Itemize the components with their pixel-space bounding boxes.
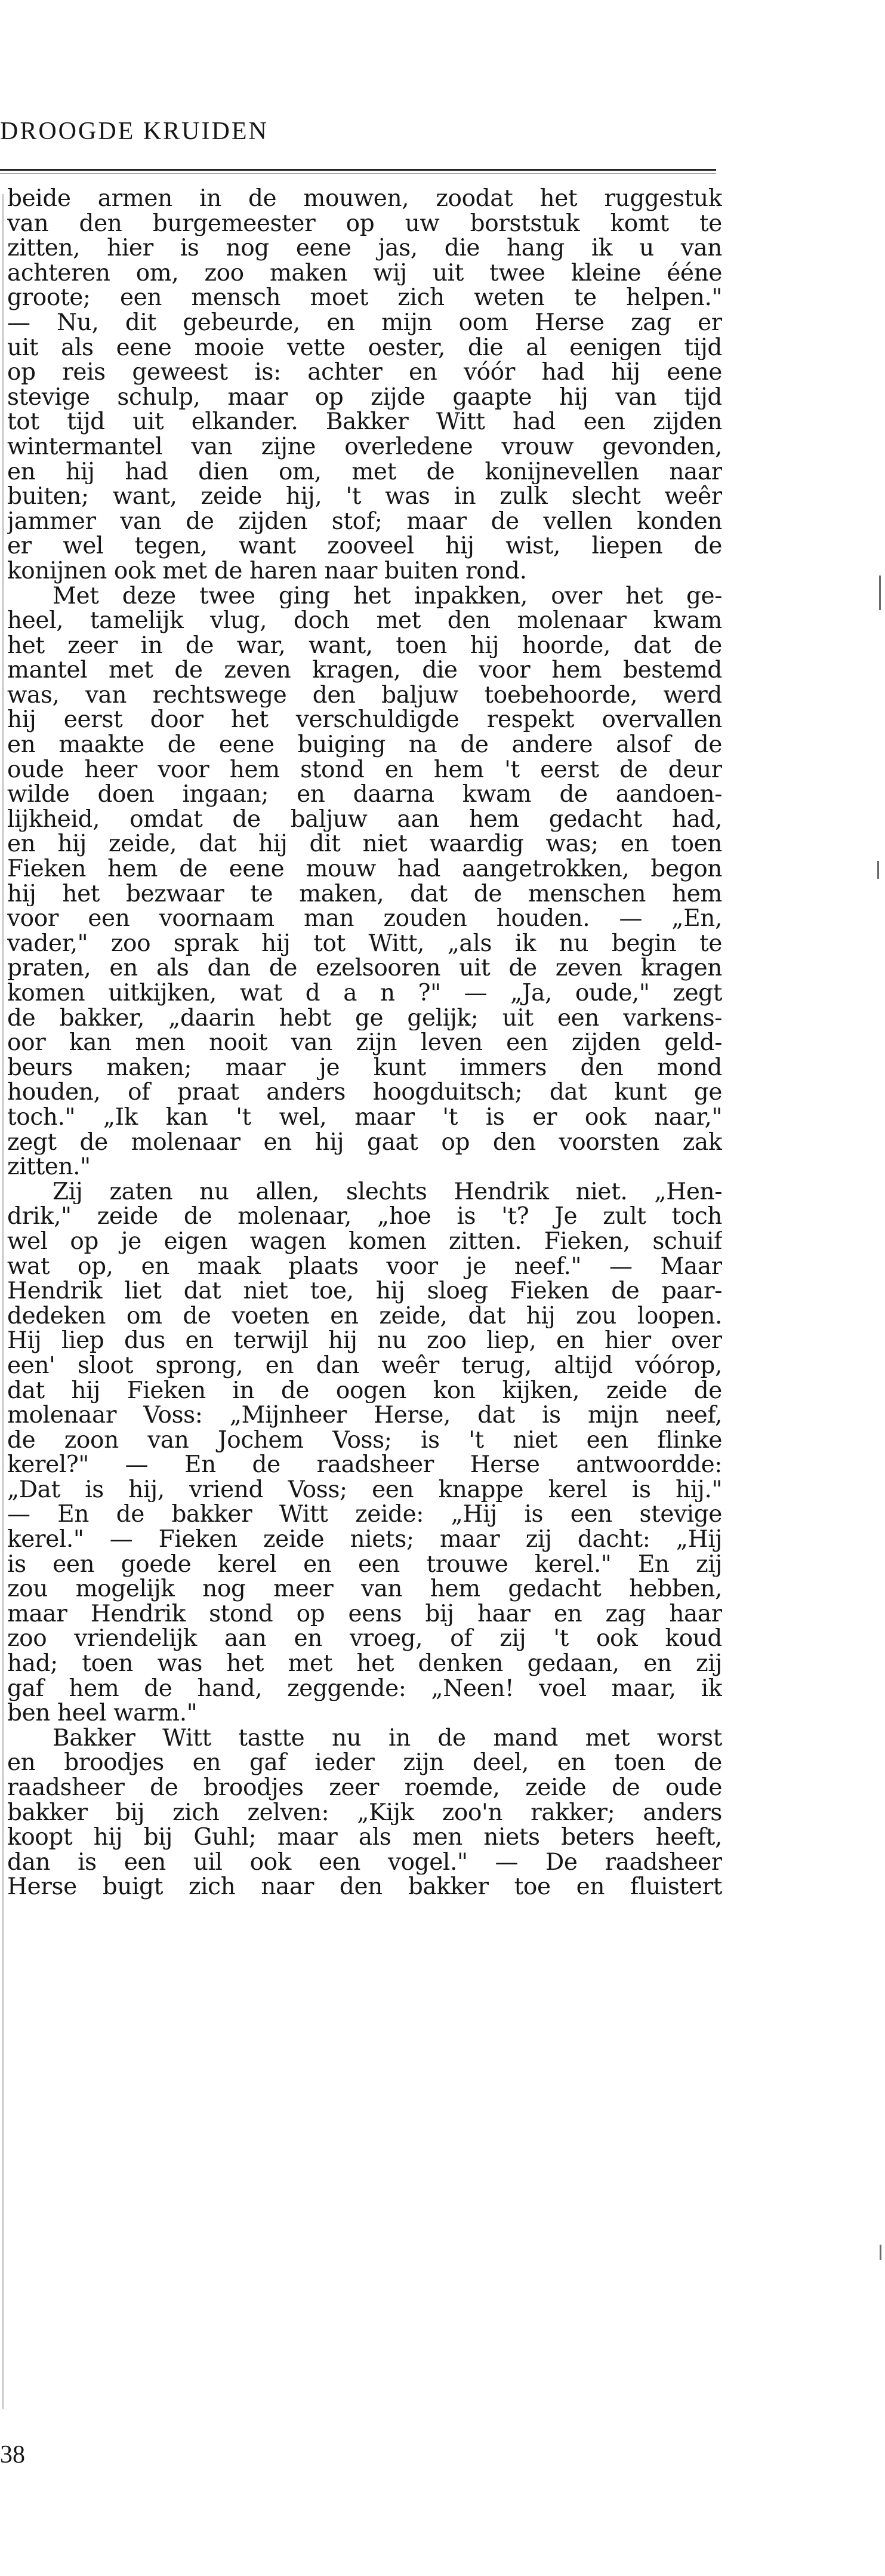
text-line: was, van rechtswege den baljuw toebehoorde, werd bbox=[7, 682, 722, 708]
text-line: dan is een uil ook een vogel." — De raadsheer bbox=[7, 1849, 722, 1875]
text-line: zoo vriendelijk aan en vroeg, of zij 't ook koud bbox=[7, 1626, 722, 1652]
text-line: beurs maken; maar je kunt immers den mond bbox=[7, 1055, 722, 1081]
text-line: beide armen in de mouwen, zoodat het ruggestuk bbox=[7, 186, 722, 211]
text-line: een' sloot sprong, en dan weêr terug, altijd vóórop, bbox=[7, 1353, 722, 1378]
header-rule-shadow bbox=[0, 173, 716, 174]
text-line: de bakker, „daarin hebt ge gelijk; uit een varkens- bbox=[7, 1005, 722, 1031]
text-line: en maakte de eene buiging na de andere alsof de bbox=[7, 733, 722, 758]
text-line: oude heer voor hem stond en hem 't eerst de deur bbox=[7, 757, 722, 783]
text-line: de zoon van Jochem Voss; is 't niet een flinke bbox=[7, 1427, 722, 1453]
body-text bbox=[7, 186, 722, 1900]
text-line: zitten, hier is nog eene jas, die hang ik u van bbox=[7, 236, 722, 261]
text-line: zegt de molenaar en hij gaat op den voorsten zak bbox=[7, 1129, 722, 1155]
text-line: Hij liep dus en terwijl hij nu zoo liep, en hier over bbox=[7, 1328, 722, 1353]
text-line: vader," zoo sprak hij tot Witt, „als ik nu begin te bbox=[7, 931, 722, 956]
text-line: kerel?" — En de raadsheer Herse antwoordde: bbox=[7, 1452, 722, 1478]
text-line: het zeer in de war, want, toen hij hoorde, dat de bbox=[7, 633, 722, 658]
text-line: er wel tegen, want zooveel hij wist, liepen de bbox=[7, 534, 722, 559]
text-line: mantel met de zeven kragen, die voor hem bestemd bbox=[7, 658, 722, 683]
text-line: molenaar Voss: „Mijnheer Herse, dat is mijn neef, bbox=[7, 1403, 722, 1428]
running-head: DROOGDE KRUIDEN bbox=[0, 118, 269, 145]
text-line: Bakker Witt tastte nu in de mand met worst bbox=[53, 1725, 722, 1751]
scan-speck bbox=[879, 575, 881, 610]
text-line: „Dat is hij, vriend Voss; een knappe kerel is hij." bbox=[7, 1477, 722, 1503]
text-line: Hendrik liet dat niet toe, hij sloeg Fieken de paar- bbox=[7, 1279, 722, 1304]
text-line: is een goede kerel en een trouwe kerel." En zij bbox=[7, 1552, 722, 1577]
scan-speck bbox=[877, 861, 879, 879]
text-line: van den burgemeester op uw borststuk komt te bbox=[7, 211, 722, 236]
text-line: kerel." — Fieken zeide niets; maar zij dacht: „Hij bbox=[7, 1527, 722, 1552]
text-line: komen uitkijken, wat d a n ?" — „Ja, oude," zegt bbox=[7, 981, 722, 1006]
text-line: gaf hem de hand, zeggende: „Neen! voel maar, ik bbox=[7, 1676, 722, 1701]
text-line: zitten." bbox=[7, 1155, 91, 1180]
text-line: toch." „Ik kan 't wel, maar 't is er ook naar," bbox=[7, 1104, 722, 1130]
text-line: voor een voornaam man zouden houden. — „En, bbox=[7, 906, 722, 931]
text-line: buiten; want, zeide hij, 't was in zulk slecht weêr bbox=[7, 484, 722, 509]
text-line: wintermantel van zijne overledene vrouw gevonden, bbox=[7, 434, 722, 460]
text-line: stevige schulp, maar op zijde gaapte hij van tijd bbox=[7, 384, 722, 410]
text-line: maar Hendrik stond op eens bij haar en zag haar bbox=[7, 1601, 722, 1627]
text-line: en broodjes en gaf ieder zijn deel, en toen de bbox=[7, 1750, 722, 1775]
text-line: achteren om, zoo maken wij uit twee kleine ééne bbox=[7, 260, 722, 286]
text-line: drik," zeide de molenaar, „hoe is 't? Je zult toch bbox=[7, 1204, 722, 1229]
text-line: dat hij Fieken in de oogen kon kijken, zeide de bbox=[7, 1378, 722, 1404]
text-line: en hij zeide, dat hij dit niet waardig was; en toen bbox=[7, 832, 722, 857]
scan-margin-shadow bbox=[2, 194, 4, 2409]
text-line: had; toen was het met het denken gedaan, en zij bbox=[7, 1651, 722, 1676]
text-line: lijkheid, omdat de baljuw aan hem gedacht had, bbox=[7, 807, 722, 832]
text-line: koopt hij bij Guhl; maar als men niets beters heeft, bbox=[7, 1825, 722, 1850]
text-line: hij het bezwaar te maken, dat de menschen hem bbox=[7, 881, 722, 907]
text-line: hij eerst door het verschuldigde respekt overvallen bbox=[7, 707, 722, 733]
text-line: — Nu, dit gebeurde, en mijn oom Herse zag er bbox=[7, 310, 722, 336]
text-line: dedeken om de voeten en zeide, dat hij zou loopen. bbox=[7, 1303, 722, 1329]
scan-speck bbox=[880, 2245, 881, 2260]
text-line: wat op, en maak plaats voor je neef." — Maar bbox=[7, 1254, 722, 1279]
text-line: tot tijd uit elkander. Bakker Witt had een zijden bbox=[7, 410, 722, 435]
text-line: groote; een mensch moet zich weten te helpen." bbox=[7, 285, 722, 310]
text-line: wel op je eigen wagen komen zitten. Fieken, schuif bbox=[7, 1229, 722, 1254]
text-line: jammer van de zijden stof; maar de vellen konden bbox=[7, 509, 722, 534]
text-line: raadsheer de broodjes zeer roemde, zeide de oude bbox=[7, 1775, 722, 1801]
text-line: heel, tamelijk vlug, doch met den molenaar kwam bbox=[7, 608, 722, 633]
text-line: zou mogelijk nog meer van hem gedacht hebben, bbox=[7, 1577, 722, 1602]
text-line: konijnen ook met de haren naar buiten rond. bbox=[7, 558, 527, 584]
page-number: 38 bbox=[0, 2441, 25, 2469]
text-line: uit als eene mooie vette oester, die al eenigen tijd bbox=[7, 335, 722, 361]
text-line: en hij had dien om, met de konijnevellen naar bbox=[7, 459, 722, 485]
header-rule bbox=[0, 169, 716, 171]
text-line: bakker bij zich zelven: „Kijk zoo'n rakker; anders bbox=[7, 1800, 722, 1826]
text-line: Fieken hem de eene mouw had aangetrokken, begon bbox=[7, 857, 722, 882]
text-line: wilde doen ingaan; en daarna kwam de aandoen- bbox=[7, 782, 722, 807]
text-line: Herse buigt zich naar den bakker toe en fluistert bbox=[7, 1875, 722, 1900]
text-line: oor kan men nooit van zijn leven een zijden geld- bbox=[7, 1030, 722, 1055]
text-line: Zij zaten nu allen, slechts Hendrik niet. „Hen- bbox=[53, 1179, 722, 1205]
text-line: ben heel warm." bbox=[7, 1701, 198, 1726]
text-line: praten, en als dan de ezelsooren uit de zeven kragen bbox=[7, 956, 722, 981]
text-line: houden, of praat anders hoogduitsch; dat kunt ge bbox=[7, 1080, 722, 1105]
text-line: Met deze twee ging het inpakken, over het ge- bbox=[53, 583, 722, 609]
text-line: op reis geweest is: achter en vóór had hij eene bbox=[7, 360, 722, 385]
text-line: — En de bakker Witt zeide: „Hij is een stevige bbox=[7, 1502, 722, 1528]
